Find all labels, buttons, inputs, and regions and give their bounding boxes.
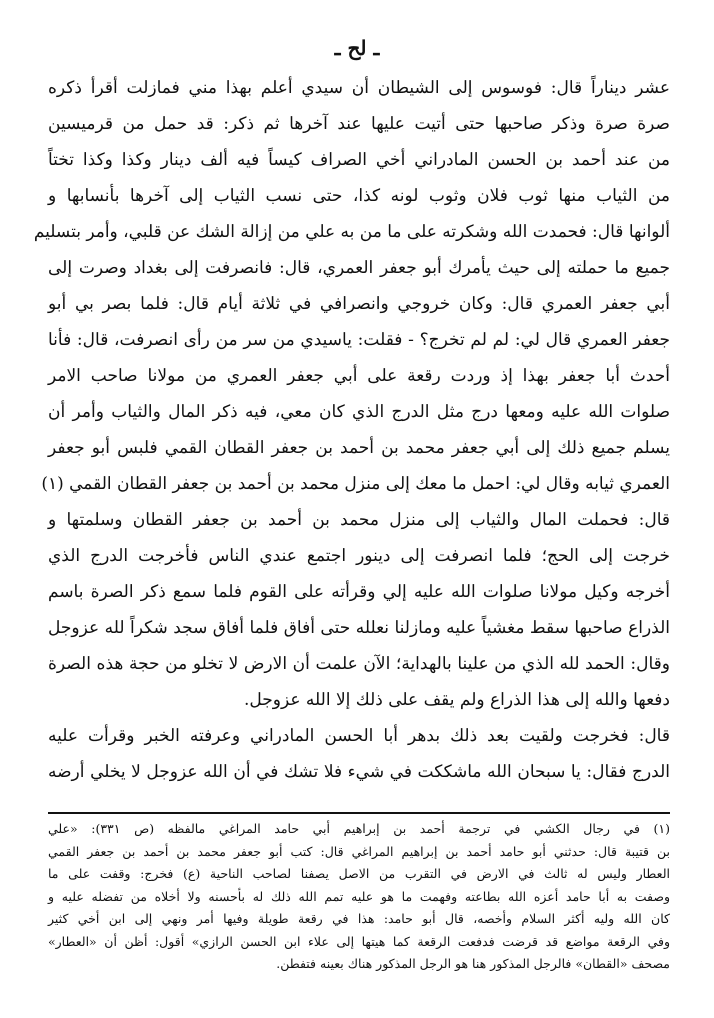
body-line: وقال: الحمد لله الذي من علينا بالهداية؛ الآن علمت أن الارض لا تخلو من حجة هذه الصرة	[48, 654, 670, 674]
body-line: جميع ما حملته إلى حيث يأمرك أبو جعفر العمري، قال: فانصرفت إلى بغداد وصرت إلى	[48, 258, 670, 278]
body-line: صرة صرة وذكر صاحبها حتى أتيت عليها عند آخرها ثم ذكر: قد حمل من قرميسين	[48, 114, 670, 134]
body-line: أبي جعفر العمري قال: وكان خروجي وانصرافي في ثلاثة أيام قال: فلما بصر بي أبو	[48, 294, 670, 314]
body-line: قال: فخرجت ولقيت بعد ذلك بدهر أبا الحسن المادراني وعرفته الخبر وقرأت عليه	[48, 726, 670, 746]
body-line: يسلم جميع ذلك إلى أبي جعفر محمد بن أحمد بن جعفر القطان القمي فلبس أبو جعفر	[48, 438, 670, 458]
body-line: العمري ثيابه وقال لي: احمل ما معك إلى منزل محمد بن أحمد بن جعفر القطان القمي (١)	[41, 474, 670, 494]
body-line: خرجت إلى الحج؛ فلما انصرفت إلى دينور اجتمع عندي الناس فأخرجت الدرج الذي	[48, 546, 670, 566]
body-text	[33, 70, 670, 790]
footnote-separator	[48, 812, 670, 814]
body-line: من عند أحمد بن الحسن المادراني أخي الصراف كيساً فيه ألف دينار وكذا وكذا تختاً	[48, 150, 670, 170]
footnote-line: وفي الرقعة مواضع قد قرضت فدفعت الرقعة كما هيتها إلى علاء ابن الحسن الرازي» أقول: أظن أن «العطار»	[48, 933, 670, 949]
body-line: الذراع صاحبها سقط مغشياً عليه ومازلنا نعلله حتى أفاق فلما أفاق سجد شكراً لله عزوجل	[48, 618, 670, 638]
footnote-line: العطار وليس له ثالث في الارض في التقرب من الاصل يصفنا لصاحب الناحية (ع) فخرج: وقفت على ما	[48, 866, 670, 881]
footnote-line: كان الله وليه أكثر السلام وأخصه، قال أبو حامد: هذا في رقعة طويلة وفيها أمر ونهي إلى ابن أخي كثير	[48, 911, 670, 926]
body-line: أحدث أبا جعفر بهذا إذ وردت رقعة على أبي جعفر العمري من مولانا صاحب الامر	[48, 366, 670, 386]
footnote-line: بن قتيبة قال: حدثني أبو حامد أحمد بن إبراهيم المراغي قال: كتب أبو جعفر محمد بن أحمد بن جعفر القمي	[48, 843, 670, 859]
body-line: صلوات الله عليه ومعها درج مثل الدرج الذي كان معي، فيه ذكر المال والثياب وأمر أن	[48, 402, 670, 422]
body-line: الدرج فقال: يا سبحان الله ماشككت في شيء فلا تشك في أن الله عزوجل لا يخلي أرضه	[48, 762, 670, 782]
body-line: من الثياب منها ثوب فلان وثوب لونه كذا، حتى نسب الثياب إلى آخرها بأنسابها و	[48, 186, 670, 206]
footnote-line: مصحف «القطان» فالرجل المذكور هنا هو الرجل المذكور هناك بعينه فتفطن.	[276, 956, 670, 971]
body-line: عشر ديناراً قال: فوسوس إلى الشيطان أن سيدي أعلم بهذا مني فمازلت أقرأ ذكره	[48, 78, 670, 98]
body-line: ألوانها قال: فحمدت الله وشكرته على ما من به علي من إزالة الشك عن قلبي، وأمر بتسليم	[33, 222, 670, 242]
body-line: قال: فحملت المال والثياب إلى منزل محمد بن أحمد بن جعفر القطان وسلمتها و	[48, 510, 670, 530]
body-line: أخرجه وكيل مولانا صلوات الله عليه إلي وقرأته على القوم فلما سمع ذكر الصرة باسم	[48, 582, 670, 602]
footnote-line: وصفت به أبا حامد أعزه الله بطاعته وفهمت ما هو عليه تمم الله ذلك له بأحسنه ولا أخلاه من تفضله عليه و	[48, 888, 670, 904]
body-line: جعفر العمري قال لي: لم لم تخرج؟ - فقلت: ياسيدي من سر من رأى انصرفت، قال: فأنا	[48, 330, 670, 350]
page-number: ـ لح ـ	[334, 36, 380, 60]
body-line: دفعها والله إلى هذا الذراع ولم يقف على ذلك إلا الله عزوجل.	[243, 690, 670, 710]
footnote-line: (١) في رجال الكشي في ترجمة أحمد بن إبراهيم أبي حامد المراغي مالفظه (ص ٣٣١): «علي	[48, 821, 670, 836]
footnotes	[48, 818, 670, 976]
